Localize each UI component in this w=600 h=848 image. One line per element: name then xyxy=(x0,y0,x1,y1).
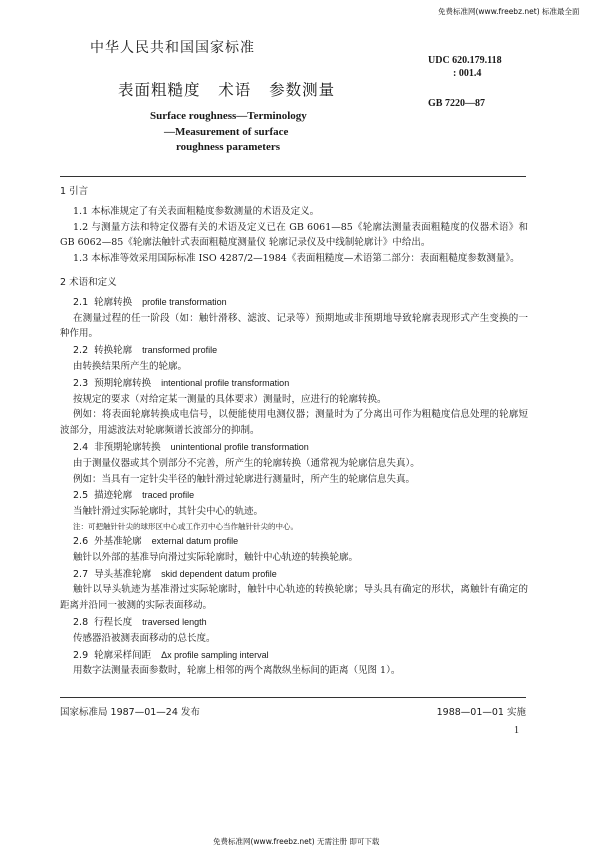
title-en-line-2: —Measurement of surface xyxy=(164,125,289,138)
term-name-cn: 轮廓采样间距 xyxy=(94,649,152,661)
term-entry xyxy=(60,343,528,359)
paragraph: 1.3 本标准等效采用国际标准 ISO 4287/2—1984《表面粗糙度—术语第二部分：表面粗糙度参数测量》。 xyxy=(73,253,520,265)
document-title-cn: 表面粗糙度 术语 参数测量 xyxy=(118,81,336,99)
paragraph: 例如：将表面轮廓转换成电信号，以便能使用电测仪器；测量时为了分离出可作为粗糙度信息处理的轮廓短波部分，用滤波法对轮廓频谱长波部分的抑制。 xyxy=(60,409,528,437)
standard-type-heading: 中华人民共和国国家标准 xyxy=(90,40,255,56)
term-name-en: skid dependent datum profile xyxy=(161,568,277,579)
paragraph: 传感器沿被测表面移动的总长度。 xyxy=(73,632,216,644)
term-number: 2.7 xyxy=(73,568,89,580)
term-entry xyxy=(60,567,528,583)
udc-line-2: : 001.4 xyxy=(453,68,482,79)
title-en-line-3: roughness parameters xyxy=(176,141,280,153)
term-entry xyxy=(60,534,528,550)
paragraph: 由转换结果所产生的轮廓。 xyxy=(73,360,188,372)
term-name-cn: 非预期轮廓转换 xyxy=(94,441,161,453)
title-en-line-1: Surface roughness—Terminology xyxy=(150,110,307,122)
note-text: 注：可把触针针尖的球形区中心或工作刃中心当作触针针尖的中心。 xyxy=(73,521,298,531)
paragraph: 在测量过程的任一阶段（如：触针滑移、滤波、记录等）预期地或非预期地导致轮廓表现形式产生变换的一种作用。 xyxy=(60,312,528,340)
paragraph: 用数字法测量表面参数时，轮廓上相邻的两个离散纵坐标间的距离（见图 1）。 xyxy=(73,665,401,677)
term-name-en: traced profile xyxy=(142,490,195,501)
header-divider xyxy=(60,176,526,177)
page-number: 1 xyxy=(514,725,519,736)
term-number: 2.1 xyxy=(73,296,89,308)
term-number: 2.9 xyxy=(73,649,89,661)
document-body xyxy=(60,184,528,679)
term-name-cn: 轮廓转换 xyxy=(94,296,133,308)
paragraph: 当触针滑过实际轮廓时，其针尖中心的轨迹。 xyxy=(73,506,264,518)
term-entry xyxy=(60,648,528,664)
term-name-en: external datum profile xyxy=(151,535,239,546)
term-name-en: transformed profile xyxy=(142,345,218,356)
paragraph: 触针以导头轨迹为基准滑过实际轮廓时，触针中心轨迹的转换轮廓；导头具有确定的形状，离触针有确定的距离并沿同一被测的实际表面移动。 xyxy=(60,584,528,612)
gb-standard-number: GB 7220—87 xyxy=(428,98,485,109)
term-name-en: intentional profile transformation xyxy=(161,377,290,388)
section-heading: 2 术语和定义 xyxy=(60,276,117,288)
term-name-cn: 预期轮廓转换 xyxy=(94,377,152,389)
footer-divider xyxy=(60,697,526,698)
term-number: 2.5 xyxy=(73,490,89,502)
term-name-cn: 导头基准轮廓 xyxy=(94,568,152,580)
term-name-cn: 外基准轮廓 xyxy=(94,535,142,547)
term-number: 2.2 xyxy=(73,345,89,357)
paragraph: 例如：当具有一定针尖半径的触针滑过轮廓进行测量时，所产生的轮廓信息失真。 xyxy=(73,473,416,485)
term-entry xyxy=(60,295,528,311)
bottom-banner: 免费标准网(www.freebz.net) 无需注册 即可下载 xyxy=(213,837,380,846)
term-number: 2.3 xyxy=(73,377,89,389)
issue-date: 国家标准局 1987—01—24 发布 xyxy=(60,707,200,718)
term-name-en: unintentional profile transformation xyxy=(170,441,309,452)
paragraph: 由于测量仪器或其个别部分不完善，所产生的轮廓转换（通常视为轮廓信息失真）。 xyxy=(73,457,420,469)
term-entry xyxy=(60,615,528,631)
udc-line-1: UDC 620.179.118 xyxy=(428,55,502,66)
term-name-en: profile transformation xyxy=(142,296,227,307)
term-name-en: traversed length xyxy=(142,616,207,627)
term-number: 2.8 xyxy=(73,616,89,628)
term-entry xyxy=(60,488,528,504)
udc-code xyxy=(428,54,502,80)
paragraph: 触针以外部的基准导向滑过实际轮廓时，触针中心轨迹的转换轮廓。 xyxy=(73,551,359,563)
top-banner: 免费标准网(www.freebz.net) 标准最全面 xyxy=(438,7,580,16)
term-entry xyxy=(60,440,528,456)
paragraph: 按规定的要求（对给定某一测量的具体要求）测量时，应进行的轮廓转换。 xyxy=(73,393,387,405)
term-name-cn: 行程长度 xyxy=(94,616,133,628)
paragraph: 1.1 本标准规定了有关表面粗糙度参数测量的术语及定义。 xyxy=(73,205,320,217)
term-name-en: Δx profile sampling interval xyxy=(161,649,269,660)
term-entry xyxy=(60,376,528,392)
term-name-cn: 转换轮廓 xyxy=(94,345,133,357)
effective-date: 1988—01—01 实施 xyxy=(436,707,526,718)
paragraph: 1.2 与测量方法和特定仪器有关的术语及定义已在 GB 6061—85《轮廓法测量表面粗糙度的仪器术语》和 GB 6062—85《轮廓法触针式表面粗糙度测量仪 轮廓记录仪及中线制轮廓计》中给出。 xyxy=(60,221,528,249)
term-number: 2.4 xyxy=(73,441,89,453)
term-number: 2.6 xyxy=(73,535,89,547)
term-name-cn: 描迹轮廓 xyxy=(94,490,133,502)
document-title-en xyxy=(150,109,360,156)
section-heading: 1 引言 xyxy=(60,186,89,197)
